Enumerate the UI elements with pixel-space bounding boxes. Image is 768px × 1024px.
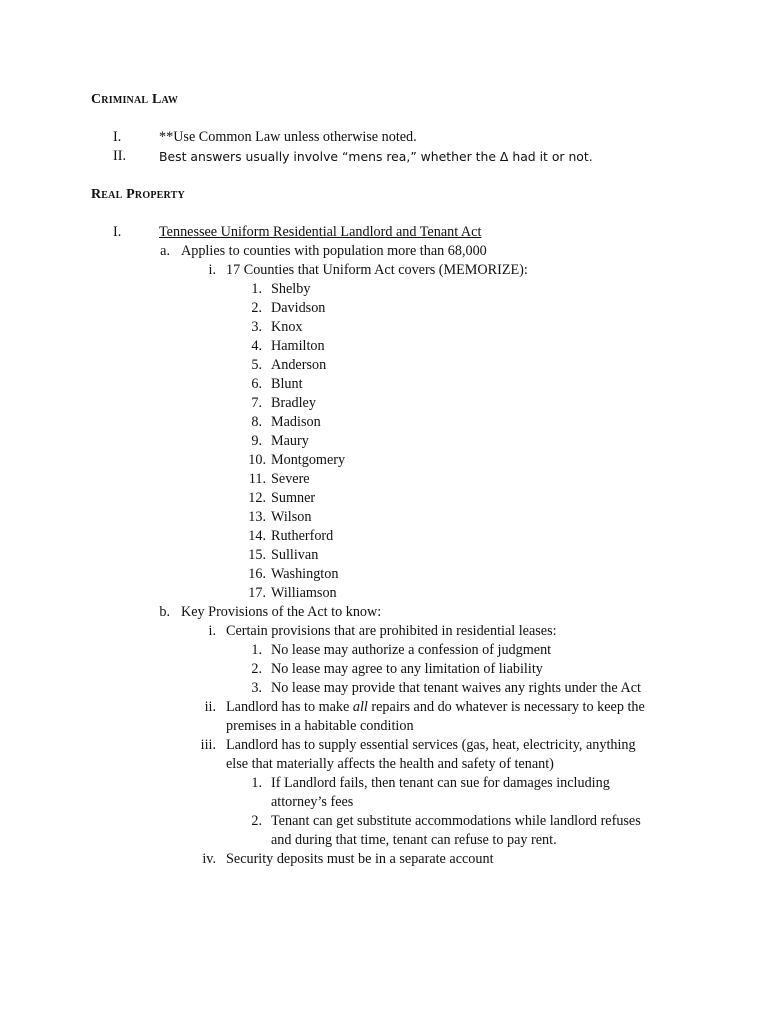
emphasis-text: all bbox=[352, 699, 368, 715]
list-item-marker: 16. bbox=[248, 566, 266, 582]
list-item: Shelby bbox=[271, 281, 311, 297]
list-item: Knox bbox=[271, 319, 303, 335]
subsection-text: Key Provisions of the Act to know: bbox=[181, 604, 382, 620]
list-item-marker: 11. bbox=[248, 471, 266, 487]
criminal-item-text: **Use Common Law unless otherwise noted. bbox=[159, 129, 417, 145]
section-marker: I. bbox=[113, 224, 122, 240]
list-item-marker: 4. bbox=[251, 338, 262, 354]
list-item-marker: 3. bbox=[251, 319, 262, 335]
list-item: Severe bbox=[271, 471, 310, 487]
list-item: If Landlord fails, then tenant can sue for damages including bbox=[271, 775, 610, 791]
roman-text: 17 Counties that Uniform Act covers (MEMORIZE): bbox=[226, 262, 528, 278]
list-item-marker: 2. bbox=[251, 661, 262, 677]
list-item: Madison bbox=[271, 414, 321, 430]
list-item-marker: 17. bbox=[248, 585, 266, 601]
subsection-marker: a. bbox=[160, 243, 170, 259]
criminal-item-marker: I. bbox=[113, 129, 122, 145]
list-item: Maury bbox=[271, 433, 309, 449]
list-item-marker: 1. bbox=[251, 642, 262, 658]
list-item-marker: 1. bbox=[251, 281, 262, 297]
list-item: Hamilton bbox=[271, 338, 325, 354]
list-item: Montgomery bbox=[271, 452, 346, 468]
roman-text: Landlord has to supply essential services (gas, heat, electricity, anything bbox=[226, 737, 636, 753]
list-item: Williamson bbox=[271, 585, 337, 601]
list-item-marker: 5. bbox=[251, 357, 262, 373]
list-item-marker: 6. bbox=[251, 376, 262, 392]
text-span: Landlord has to make bbox=[226, 699, 353, 715]
list-item-continued: attorney’s fees bbox=[271, 794, 354, 810]
list-item-marker: 15. bbox=[248, 547, 266, 563]
subsection-text: Applies to counties with population more than 68,000 bbox=[181, 243, 487, 259]
list-item: Tenant can get substitute accommodations while landlord refuses bbox=[271, 813, 641, 829]
list-item-marker: 10. bbox=[248, 452, 266, 468]
list-item-marker: 12. bbox=[248, 490, 266, 506]
list-item: No lease may authorize a confession of judgment bbox=[271, 642, 552, 658]
roman-text-continued: premises in a habitable condition bbox=[226, 718, 414, 734]
list-item: No lease may provide that tenant waives any rights under the Act bbox=[271, 680, 641, 696]
list-item-marker: 3. bbox=[251, 680, 262, 696]
list-item: Blunt bbox=[271, 376, 303, 392]
list-item-marker: 1. bbox=[251, 775, 262, 791]
list-item-marker: 14. bbox=[248, 528, 266, 544]
subsection-marker: b. bbox=[159, 604, 170, 620]
list-item-marker: 7. bbox=[251, 395, 262, 411]
roman-marker: iv. bbox=[202, 851, 216, 867]
roman-marker: iii. bbox=[200, 737, 216, 753]
list-item-marker: 2. bbox=[251, 300, 262, 316]
list-item-continued: and during that time, tenant can refuse to pay rent. bbox=[271, 832, 557, 848]
roman-text bbox=[226, 698, 645, 717]
real-property-heading: Real Property bbox=[91, 187, 185, 202]
list-item: Bradley bbox=[271, 395, 316, 411]
text-span: repairs and do whatever is necessary to keep the bbox=[367, 699, 645, 715]
criminal-law-heading: Criminal Law bbox=[91, 92, 179, 107]
roman-marker: ii. bbox=[204, 699, 216, 715]
roman-text: Certain provisions that are prohibited in residential leases: bbox=[226, 623, 557, 639]
list-item-marker: 9. bbox=[251, 433, 262, 449]
list-item: Wilson bbox=[271, 509, 312, 525]
criminal-item-marker: II. bbox=[113, 148, 126, 164]
criminal-item-text: Best answers usually involve “mens rea,” whether the Δ had it or not. bbox=[159, 149, 593, 164]
list-item: Anderson bbox=[271, 357, 327, 373]
roman-text: Security deposits must be in a separate account bbox=[226, 851, 494, 867]
list-item: Washington bbox=[271, 566, 339, 582]
list-item-marker: 2. bbox=[251, 813, 262, 829]
list-item: Sullivan bbox=[271, 547, 319, 563]
roman-marker: i. bbox=[208, 262, 216, 278]
list-item-marker: 8. bbox=[251, 414, 262, 430]
list-item: Sumner bbox=[271, 490, 316, 506]
list-item: Davidson bbox=[271, 300, 326, 316]
list-item-marker: 13. bbox=[248, 509, 266, 525]
list-item: No lease may agree to any limitation of liability bbox=[271, 661, 543, 677]
roman-text-continued: else that materially affects the health and safety of tenant) bbox=[226, 756, 554, 772]
section-title: Tennessee Uniform Residential Landlord and Tenant Act bbox=[159, 224, 482, 240]
list-item: Rutherford bbox=[271, 528, 334, 544]
roman-marker: i. bbox=[208, 623, 216, 639]
